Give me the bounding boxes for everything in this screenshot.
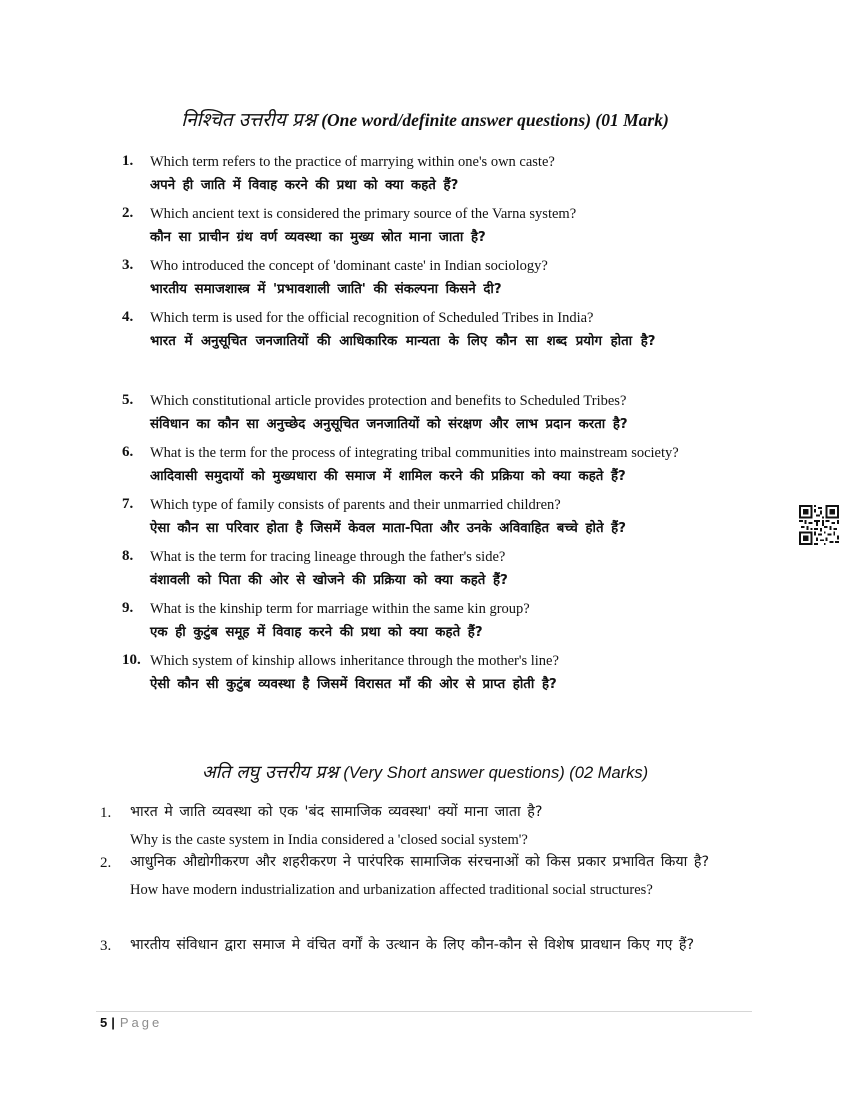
- question-number: 9.: [122, 600, 134, 616]
- question-7: [122, 496, 755, 545]
- question-1: [122, 153, 755, 202]
- question-3: [122, 257, 755, 306]
- section-1-title-english: (One word/definite answer questions) (01 Mark): [321, 110, 669, 130]
- question-number: 2.: [100, 855, 112, 871]
- page-footer: [100, 1015, 162, 1030]
- short-question-3: [100, 933, 750, 961]
- question-number: 3.: [122, 257, 134, 273]
- question-text-hindi: एक ही कुटुंब समूह में विवाह करने की प्रथा को क्या कहते हैं?: [150, 625, 483, 640]
- question-number: 3.: [100, 938, 112, 954]
- question-text-hindi: ऐसी कौन सी कुटुंब व्यवस्था है जिसमें विरासत माँ की ओर से प्राप्त होती है?: [150, 677, 557, 692]
- question-number: 5.: [122, 392, 134, 408]
- question-2: [122, 205, 755, 254]
- section-1-heading: [0, 106, 850, 132]
- question-text-english: Who introduced the concept of 'dominant caste' in Indian sociology?: [150, 258, 548, 274]
- question-text-english: What is the term for tracing lineage through the father's side?: [150, 549, 506, 565]
- question-text-english: How have modern industrialization and urbanization affected traditional social structures?: [130, 882, 653, 898]
- footer-separator: |: [111, 1015, 115, 1030]
- question-number: 6.: [122, 444, 134, 460]
- question-text-hindi: भारत में अनुसूचित जनजातियों की आधिकारिक मान्यता के लिए कौन सा शब्द प्रयोग होता है?: [150, 334, 656, 349]
- question-text-english: Which ancient text is considered the primary source of the Varna system?: [150, 206, 577, 222]
- qr-code-icon[interactable]: [799, 505, 839, 545]
- question-text-hindi: आदिवासी समुदायों को मुख्यधारा की समाज में शामिल करने की प्रक्रिया को क्या कहते हैं?: [150, 469, 626, 484]
- question-text-english: Why is the caste system in India considered a 'closed social system'?: [130, 832, 528, 848]
- question-number: 10.: [122, 652, 141, 668]
- question-number: 1.: [100, 805, 112, 821]
- short-question-1: [100, 800, 750, 852]
- question-text-english: Which system of kinship allows inheritance through the mother's line?: [150, 653, 559, 669]
- question-text-english: Which constitutional article provides protection and benefits to Scheduled Tribes?: [150, 393, 627, 409]
- question-text-hindi: आधुनिक औद्योगीकरण और शहरीकरण ने पारंपरिक सामाजिक संरचनाओं को किस प्रकार प्रभावित किया है?: [130, 854, 710, 870]
- short-question-2: [100, 850, 750, 902]
- question-number: 4.: [122, 309, 134, 325]
- footer-divider: [96, 1011, 752, 1012]
- question-text-english: Which type of family consists of parents and their unmarried children?: [150, 497, 561, 513]
- question-text-hindi: संविधान का कौन सा अनुच्छेद अनुसूचित जनजातियों को संरक्षण और लाभ प्रदान करता है?: [150, 417, 628, 432]
- question-9: [122, 600, 755, 649]
- page-number: 5: [100, 1015, 108, 1030]
- question-10: [122, 652, 755, 701]
- question-text-english: Which term refers to the practice of marrying within one's own caste?: [150, 154, 555, 170]
- question-text-hindi: अपने ही जाति में विवाह करने की प्रथा को क्या कहते हैं?: [150, 178, 459, 193]
- question-text-hindi: कौन सा प्राचीन ग्रंथ वर्ण व्यवस्था का मुख्य स्रोत माना जाता है?: [150, 230, 486, 245]
- question-text-english: What is the term for the process of integrating tribal communities into mainstream society?: [150, 445, 679, 461]
- question-text-english: What is the kinship term for marriage within the same kin group?: [150, 601, 530, 617]
- question-text-english: Which term is used for the official recognition of Scheduled Tribes in India?: [150, 310, 594, 326]
- section-2-title-english: (Very Short answer questions) (02 Marks): [343, 764, 649, 782]
- question-text-hindi: भारतीय संविधान द्वारा समाज मे वंचित वर्गों के उत्थान के लिए कौन-कौन से विशेष प्रावधान किए गए हैं?: [130, 937, 695, 953]
- question-6: [122, 444, 755, 493]
- section-2-title-hindi: अति लघु उत्तरीय प्रश्न: [201, 762, 339, 783]
- question-number: 2.: [122, 205, 134, 221]
- question-4: [122, 309, 755, 358]
- question-5: [122, 392, 755, 441]
- question-text-hindi: वंशावली को पिता की ओर से खोजने की प्रक्रिया को क्या कहते हैं?: [150, 573, 508, 588]
- section-2-heading: [0, 760, 850, 784]
- question-number: 7.: [122, 496, 134, 512]
- question-number: 1.: [122, 153, 134, 169]
- question-text-hindi: भारत मे जाति व्यवस्था को एक 'बंद सामाजिक व्यवस्था' क्यों माना जाता है?: [130, 804, 543, 820]
- section-1-title-hindi: निश्चित उत्तरीय प्रश्न: [181, 109, 317, 131]
- question-text-hindi: भारतीय समाजशास्त्र में 'प्रभावशाली जाति' की संकल्पना किसने दी?: [150, 282, 502, 297]
- question-text-hindi: ऐसा कौन सा परिवार होता है जिसमें केवल माता-पिता और उनके अविवाहित बच्चे होते हैं?: [150, 521, 626, 536]
- page-label: Page: [119, 1015, 163, 1030]
- question-8: [122, 548, 755, 597]
- question-number: 8.: [122, 548, 134, 564]
